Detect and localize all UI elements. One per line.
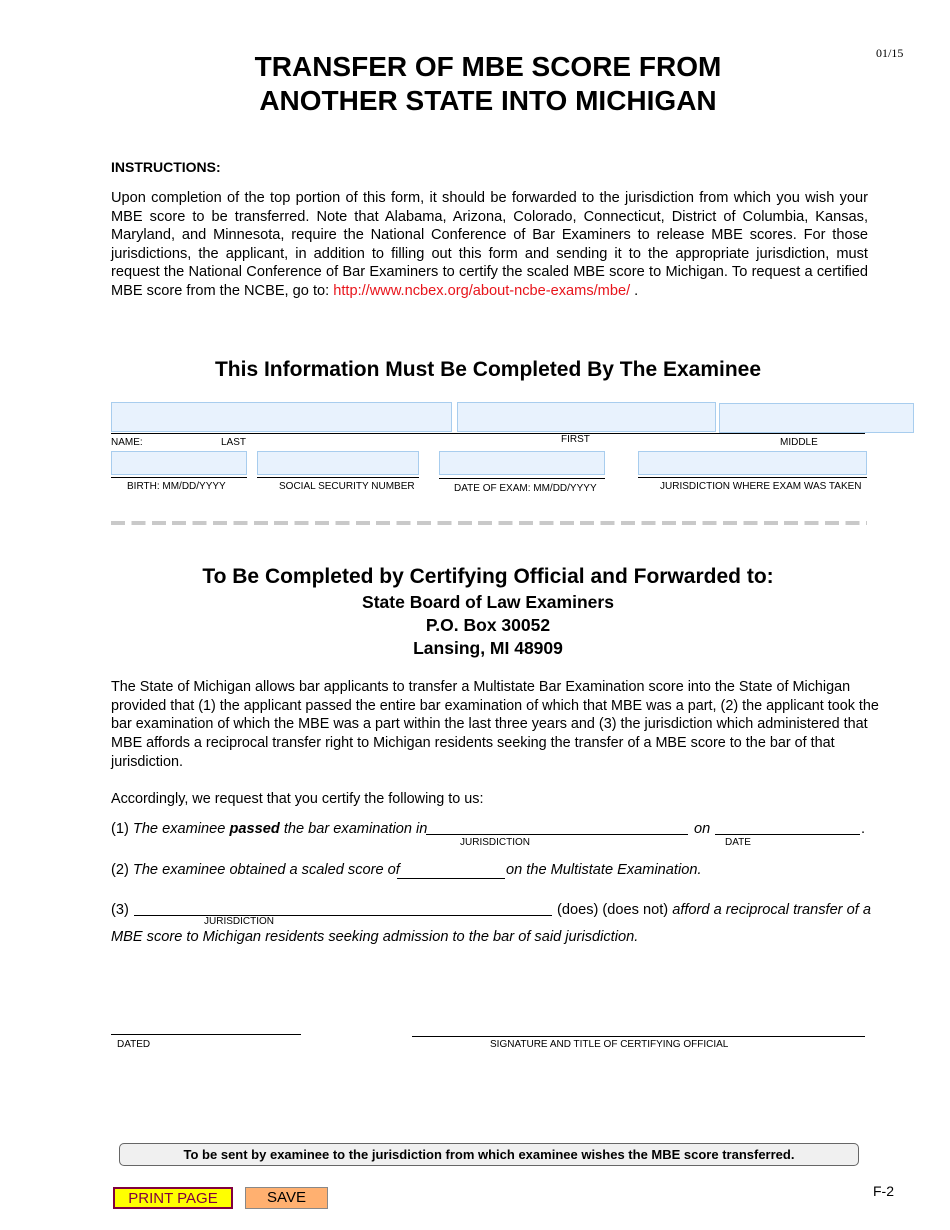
instructions-body: Upon completion of the top portion of this form, it should be forwarded to the jurisdiction from which you wish your MBE score to be transferred. Note that Alabama, Arizona, Colorado, Connecticut, District of Columbia, Kansas, Maryland, and Minnesota, require the National Conference of Bar Examiners to release MBE scores. For those jurisdictions, the applicant, in addition to filling out this form and sending it to the appropriate jurisdiction, must request the National Conference of Bar Examiners to certify the scaled MBE score to Michigan. To request a certified MBE score from the NCBE, go to:	[111, 190, 868, 299]
item-1-on	[694, 821, 710, 837]
does-does-not: (does) (does not)	[557, 902, 669, 918]
title-line-2: ANOTHER STATE INTO MICHIGAN	[259, 85, 717, 116]
exam-date-label: DATE OF EXAM: MM/DD/YYYY	[454, 483, 597, 494]
ssn-input[interactable]	[257, 451, 419, 475]
form-code: F-2	[873, 1183, 894, 1199]
middle-label: MIDDLE	[780, 437, 818, 448]
item-1-date-label: DATE	[725, 837, 751, 848]
dated-label: DATED	[117, 1039, 151, 1050]
item-3-part-b: MBE score to Michigan residents seeking admission to the bar of said jurisdiction.	[111, 929, 639, 945]
signature-line[interactable]	[412, 1036, 865, 1037]
ssn-underline	[257, 477, 419, 478]
item-1-part-b: the bar examination in	[283, 821, 428, 837]
address-line-2: P.O. Box 30052	[425, 615, 551, 635]
name-label: NAME:	[111, 437, 143, 448]
item-1-on-text: on	[694, 821, 711, 837]
item-1-part-a: The examinee	[132, 821, 226, 837]
item-1-period: .	[861, 821, 866, 837]
dated-line[interactable]	[111, 1034, 301, 1035]
save-button[interactable]: SAVE	[245, 1187, 328, 1209]
item-1-passed: passed	[229, 821, 280, 837]
print-page-button[interactable]: PRINT PAGE	[113, 1187, 233, 1209]
item-2-end	[506, 862, 702, 878]
last-name-input[interactable]	[111, 402, 452, 432]
footer-notice: To be sent by examinee to the jurisdiction from which examinee wishes the MBE score transferred.	[119, 1143, 859, 1166]
item-1-jurisdiction-label: JURISDICTION	[460, 837, 530, 848]
item-3-continued	[111, 929, 638, 945]
birth-label: BIRTH: MM/DD/YYYY	[127, 481, 226, 492]
item-2-part-b: on the Multistate Examination.	[506, 862, 702, 878]
title-line-1: TRANSFER OF MBE SCORE FROM	[254, 51, 722, 82]
birth-date-input[interactable]	[111, 451, 247, 475]
signature-label: SIGNATURE AND TITLE OF CERTIFYING OFFICIAL	[490, 1039, 729, 1050]
item-2-part-a: The examinee obtained a scaled score of	[132, 862, 400, 878]
scaled-score-blank[interactable]	[397, 878, 505, 879]
item-1-number: (1)	[111, 821, 129, 837]
item-2-number: (2)	[111, 862, 129, 878]
item-3-number: (3)	[111, 902, 129, 918]
ncbe-link[interactable]: http://www.ncbex.org/about-ncbe-exams/mbe/	[333, 282, 631, 299]
mailing-address	[0, 591, 950, 660]
instructions-text	[111, 189, 868, 301]
item-1-jurisdiction-blank[interactable]	[426, 834, 688, 835]
item-3-jurisdiction-blank[interactable]	[134, 915, 552, 916]
item-1-date-blank[interactable]	[715, 834, 860, 835]
exam-jurisdiction-label: JURISDICTION WHERE EXAM WAS TAKEN	[660, 481, 862, 492]
address-line-3: Lansing, MI 48909	[413, 638, 563, 658]
jurisdiction-underline	[638, 477, 867, 478]
page-title	[0, 50, 950, 118]
policy-paragraph: The State of Michigan allows bar applicants to transfer a Multistate Bar Examination score into the State of Michigan provided that (1) the applicant passed the entire bar examination of which that MBE was a part, (2) the applicant took the bar examination of which the MBE was a part within the last three years and (3) the jurisdiction which administered that MBE affords a reciprocal transfer right to Michigan residents seeking the transfer of a MBE score to the bar of that jurisdiction.	[111, 679, 879, 770]
first-label: FIRST	[561, 434, 590, 445]
examinee-section-heading: This Information Must Be Completed By The Examinee	[214, 358, 762, 381]
exam-date-underline	[439, 478, 605, 479]
exam-jurisdiction-input[interactable]	[638, 451, 867, 475]
request-text: Accordingly, we request that you certify the following to us:	[111, 791, 484, 807]
item-2-text	[111, 862, 400, 878]
form-revision: 01/15	[876, 46, 904, 60]
item-3-jurisdiction-label: JURISDICTION	[204, 916, 274, 927]
instructions-heading: INSTRUCTIONS:	[111, 159, 221, 175]
first-name-input[interactable]	[457, 402, 716, 432]
middle-name-input[interactable]	[719, 403, 914, 433]
certifying-heading: To Be Completed by Certifying Official and Forwarded to:	[202, 565, 774, 588]
item-3-part-a: afford a reciprocal transfer of a	[672, 902, 871, 918]
item-3-text	[557, 902, 871, 918]
birth-underline	[111, 477, 247, 478]
address-line-1: State Board of Law Examiners	[362, 592, 614, 612]
exam-date-input[interactable]	[439, 451, 605, 475]
item-1-text	[111, 821, 427, 837]
instructions-end: .	[630, 282, 639, 299]
last-label: LAST	[221, 437, 247, 448]
ssn-label: SOCIAL SECURITY NUMBER	[279, 481, 415, 492]
cut-line-divider	[111, 521, 867, 525]
name-underline	[111, 433, 865, 434]
